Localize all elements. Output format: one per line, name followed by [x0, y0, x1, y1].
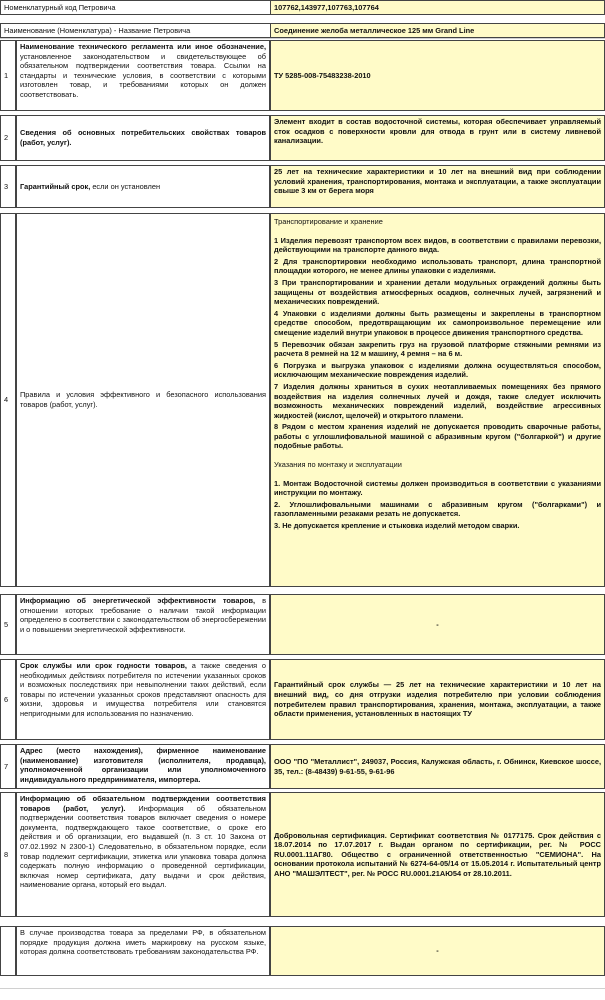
rules-paragraph: 8 Рядом с местом хранения изделий не допускается проводить сварочные работы, работы с углошлифовальной машиной с абразивным кругом ("болгаркой") и другие подобные работы.	[274, 422, 601, 451]
row-value[interactable]: -	[270, 926, 605, 976]
row-description: В случае производства товара за пределами РФ, в обязательном порядке продукция должна иметь маркировку на русском языке, которая должна соответствовать требованиям законодательства РФ.	[16, 926, 270, 976]
spacer	[274, 229, 601, 236]
row-value[interactable]: ТУ 5285-008-75483238-2010	[270, 40, 605, 111]
code-value[interactable]: 107762,143977,107763,107764	[270, 0, 605, 15]
gap-row	[0, 30, 605, 39]
row-description: Адрес (место нахождения), фирменное наименование (наименование) изготовителя (исполнителя, продавца), уполномоченной организации или уполномоченного индивидуального предпринимателя, импортера.	[16, 744, 270, 789]
table-row-2	[0, 115, 605, 161]
row-value[interactable]: 25 лет на технические характеристики и 10 лет на внешний вид при соблюдении условий хранения, транспортирования, монтажа и эксплуатации, а также эксплуатации свыше 3 км от берега моря	[270, 165, 605, 208]
rules-paragraph: 2 Для транспортировки необходимо использовать транспорт, длина транспортной площадки которого, не менее длины упаковки с изделиями.	[274, 256, 601, 276]
table-row-8	[0, 792, 605, 917]
spacer	[274, 472, 601, 479]
rules-paragraph: 3 При транспортировании и хранении детали модульных ограждений должны быть защищены от воздействия атмосферных осадков, солнечных лучей, загрязнений и механических повреждений.	[274, 277, 601, 307]
row-description: Наименование технического регламента или иное обозначение, установленное законодательством и свидетельствующее об обязательном подтверждении соответствия товара. Ссылки на стандарты и технические условия, в соответствии с которыми изготовлен товар, и требованиями которых он должен соответствовать.	[16, 40, 270, 111]
row-value[interactable]: Элемент входит в состав водосточной системы, которая обеспечивает управляемый сток осадков с поверхности кровли для отвода в грунт или в систему ливневой канализации.	[270, 115, 605, 161]
rules-paragraph: 7 Изделия должны храниться в сухих неотапливаемых помещениях без прямого воздействия на изделия солнечных лучей и дождя, также следует исключить возможность механических повреждений изделий, воздействие агрессивных жидкостей (кислот, щелочей) и открытого пламени.	[274, 381, 601, 420]
rules-paragraph: 5 Перевозчик обязан закрепить груз на грузовой платформе стяжными ремнями из расчета 8 ремней на 12 м машину, 4 ремня – на 6 м.	[274, 339, 601, 359]
row-description: Информацию об энергетической эффективности товаров, в отношении которых требование о наличии такой информации определено в соответствии с законодательством об энергосбережении и о повышении энергетической эффективности.	[16, 594, 270, 655]
rules-paragraph: 1. Монтаж Водосточной системы должен производиться в соответствии с указаниями инструкции по монтажу.	[274, 478, 601, 498]
row-number: 4	[0, 213, 16, 587]
table-row-7	[0, 744, 605, 789]
row-description: Срок службы или срок годности товаров, а также сведения о необходимых действиях потребителя по истечении указанных сроков и возможных последствиях при невыполнении таких действий, если товары по истечении указанных сроков представляют опасность для жизни, здоровья и имущества потребителя или становятся непригодными для использования по назначению.	[16, 659, 270, 740]
row-number: 5	[0, 594, 16, 655]
table-row-6	[0, 659, 605, 740]
spacer	[274, 453, 601, 460]
row-value[interactable]: Добровольная сертификация. Сертификат соответствия № 0177175. Срок действия с 18.07.2014 по 17.07.2017 г. Выдан органом по сертификации, рег. № РОСС RU.0001.11АГ80. Общество с ограниченной ответственностью "СЕМИОНА". На основании протокола испытаний № 6274-64-05/14 от 15.05.2014 г. Испытательный центр АНО "МАШЭЛТЕСТ", рег. № РОСС RU.0001.21АЮ54 от 28.10.2011.	[270, 792, 605, 917]
row-number	[0, 926, 16, 976]
table-row-3	[0, 165, 605, 208]
row-number: 6	[0, 659, 16, 740]
row-value[interactable]: Гарантийный срок службы — 25 лет на технические характеристики и 10 лет на внешний вид, со дня отгрузки изделия потребителю при условии соблюдения потребителем правил транспортирования, хранения, монтажа, эксплуатации, а также области применения, установленных в настоящих ТУ	[270, 659, 605, 740]
table-row-4	[0, 213, 605, 587]
row-number: 1	[0, 40, 16, 111]
row-number: 3	[0, 165, 16, 208]
row-number: 7	[0, 744, 16, 789]
rules-paragraph: 1 Изделия перевозят транспортом всех видов, в соответствии с правилами перевозки, действующими на транспорте данного вида.	[274, 235, 601, 255]
table-row-5	[0, 594, 605, 655]
rules-paragraph: 6 Погрузка и выгрузка упаковок с изделиями должна осуществляться способом, исключающим механические повреждения изделий.	[274, 360, 601, 380]
rules-paragraph: 2. Углошлифовальными машинами с абразивным кругом ("болгарками") и газопламенными резаками резать не допускается.	[274, 499, 601, 519]
row-number: 2	[0, 115, 16, 161]
name-value[interactable]: Соединение желоба металлическое 125 мм Grand Line	[270, 23, 605, 38]
row-number: 8	[0, 792, 16, 917]
code-label: Номенклатурный код Петровича	[0, 0, 270, 15]
header-code-row	[0, 0, 605, 15]
table-row-1	[0, 40, 605, 111]
gap-row	[0, 978, 605, 989]
name-label: Наименование (Номенклатура) - Название Петровича	[0, 23, 270, 38]
row-description: Информацию об обязательном подтверждении соответствия товаров (работ, услуг). Информация об обязательном подтверждении соответствия товаров включает сведения о номере документа, подтверждающего такое соответствие, о сроке его действия и об организации, его выдавшей (п. 3 ст. 10 Закона от 07.02.1992 N 2300-1) Следовательно, в обязательном порядке, если товар подлежит сертификации, этикетка или упаковка товара должна содержать полную информацию о проведенной сертификации, включая номер сертификата, дату выдачи и срок действия, наименование органа, который его выдал.	[16, 792, 270, 917]
row-value[interactable]: -	[270, 594, 605, 655]
row-value[interactable]: ООО "ПО "Металлист", 249037, Россия, Калужская область, г. Обнинск, Киевское шоссе, 35, тел.: (8-48439) 9-61-55, 9-61-96	[270, 744, 605, 789]
row-description: Правила и условия эффективного и безопасного использования товаров (работ, услуг).	[16, 213, 270, 587]
row-description: Сведения об основных потребительских свойствах товаров (работ, услуг).	[16, 115, 270, 161]
row-value-rules[interactable]	[270, 213, 605, 587]
rules-paragraph: 3. Не допускается крепление и стыковка изделий методом сварки.	[274, 521, 520, 531]
rules-paragraph: Транспортирование и хранение	[274, 217, 383, 226]
rules-paragraph: 4 Упаковки с изделиями должны быть размещены и закреплены в транспортном средстве способом, предотвращающим их самопроизвольное перемещение или смещение изделий внутри упаковок в процессе движения транспортного средства.	[274, 308, 601, 337]
rules-paragraph: Указания по монтажу и эксплуатации	[274, 460, 402, 470]
table-row-9	[0, 926, 605, 976]
row-description: Гарантийный срок, если он установлен	[16, 165, 270, 208]
